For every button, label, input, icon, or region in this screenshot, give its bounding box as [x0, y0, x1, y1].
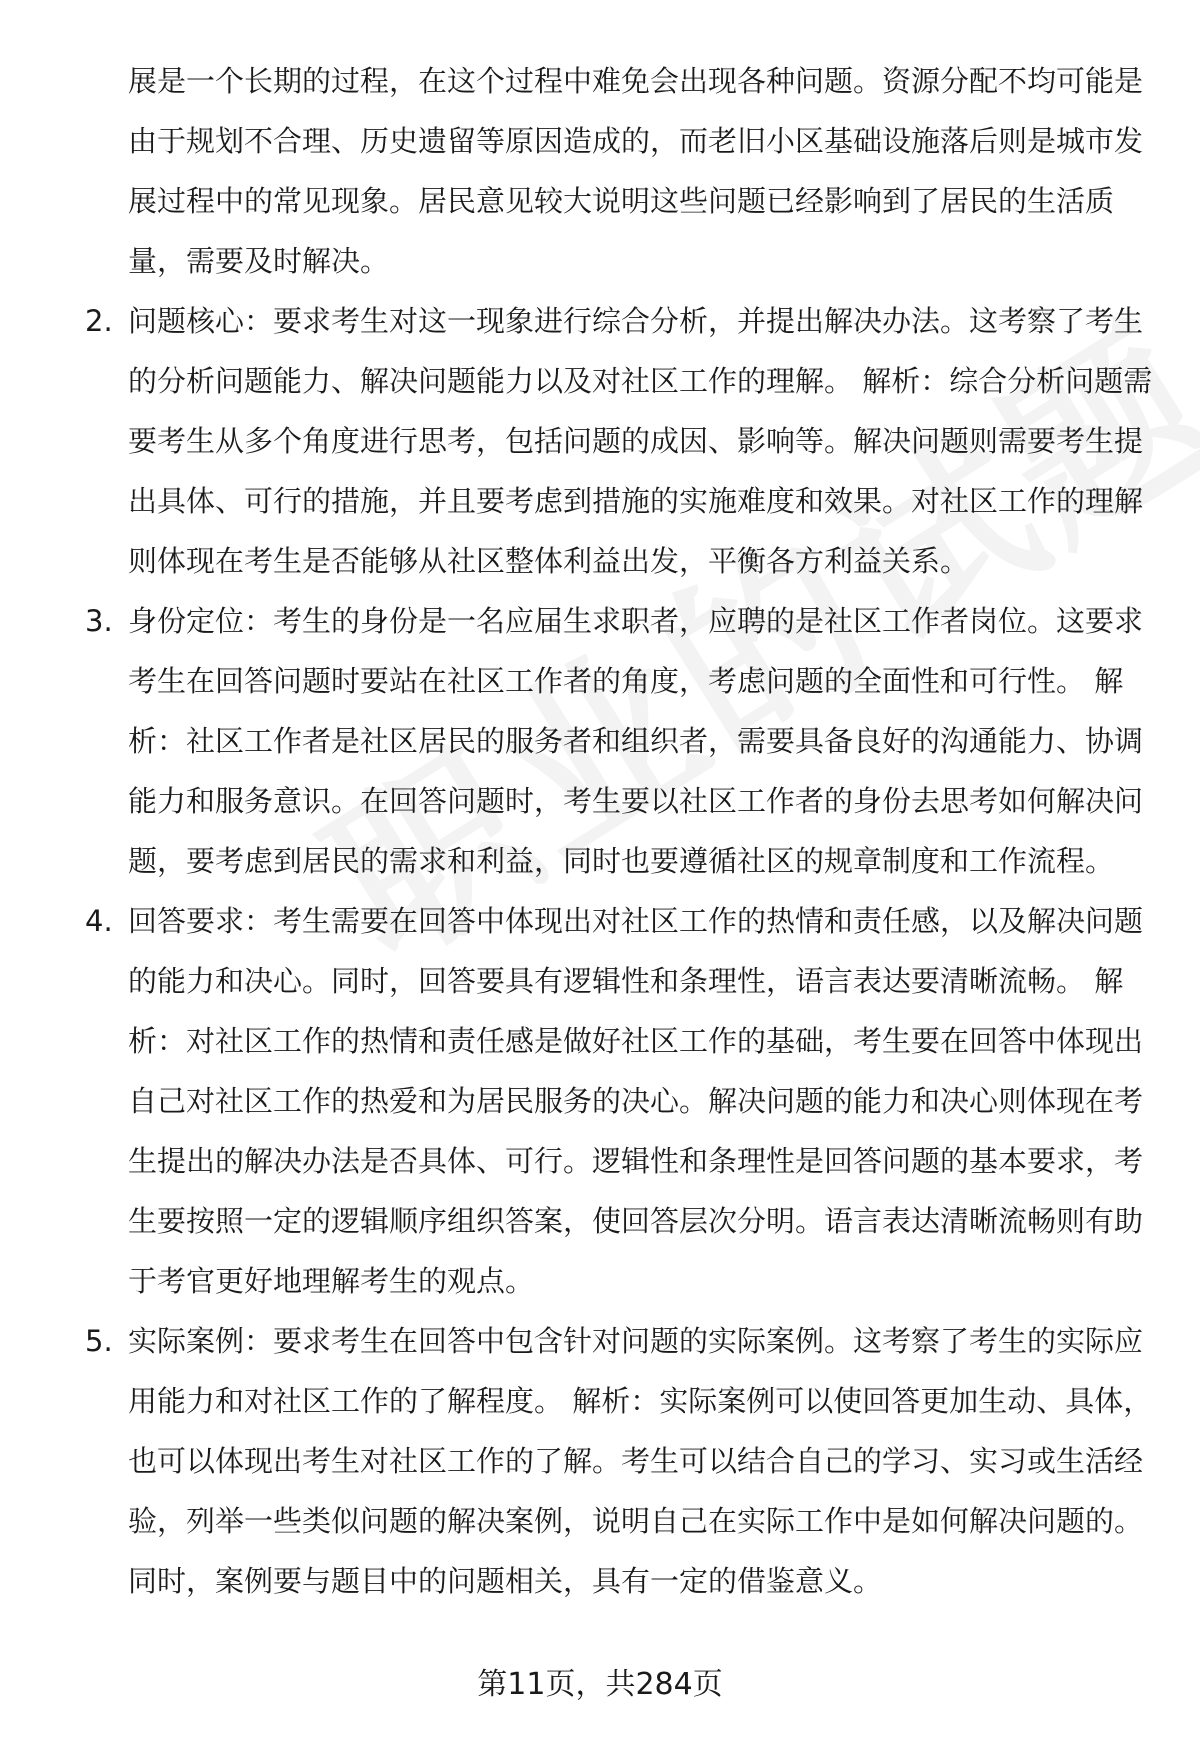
- list-item-text: 身份定位：考生的身份是一名应届生求职者，应聘的是社区工作者岗位。这要求考生在回答问题时要站在社区工作者的角度，考虑问题的全面性和可行性。 解析：社区工作者是社区居民的服务者和组织者，需要具备良好的沟通能力、协调能力和服务意识。在回答问题时，考生要以社区工作者的身份去思考如何解决问题，要考虑到居民的需求和利益，同时也要遵循社区的规章制度和工作流程。: [128, 604, 1144, 878]
- list-item-number: 5.: [85, 1324, 113, 1358]
- page-footer: 第11页，共284页: [477, 1667, 723, 1702]
- list-item-number: 2.: [85, 304, 113, 338]
- list-item-5: [85, 1311, 1155, 1611]
- list-item-2: [85, 291, 1155, 591]
- document-body: [85, 51, 1155, 1611]
- list-item-text: 回答要求：考生需要在回答中体现出对社区工作的热情和责任感，以及解决问题的能力和决心。同时，回答要具有逻辑性和条理性，语言表达要清晰流畅。 解析：对社区工作的热情和责任感是做好社区工作的基础，考生要在回答中体现出自己对社区工作的热爱和为居民服务的决心。解决问题的能力和决心则体现在考生提出的解决办法是否具体、可行。逻辑性和条理性是回答问题的基本要求，考生要按照一定的逻辑顺序组织答案，使回答层次分明。语言表达清晰流畅则有助于考官更好地理解考生的观点。: [128, 904, 1144, 1298]
- list-item-number: 3.: [85, 604, 113, 638]
- list-item-text: 实际案例：要求考生在回答中包含针对问题的实际案例。这考察了考生的实际应用能力和对社区工作的了解程度。 解析：实际案例可以使回答更加生动、具体，也可以体现出考生对社区工作的了解。考生可以结合自己的学习、实习或生活经验，列举一些类似问题的解决案例，说明自己在实际工作中是如何解决问题的。同时，案例要与题目中的问题相关，具有一定的借鉴意义。: [128, 1324, 1153, 1598]
- list-item-3: [85, 591, 1155, 891]
- list-item-text: 问题核心：要求考生对这一现象进行综合分析，并提出解决办法。这考察了考生的分析问题能力、解决问题能力以及对社区工作的理解。 解析：综合分析问题需要考生从多个角度进行思考，包括问题的成因、影响等。解决问题则需要考生提出具体、可行的措施，并且要考虑到措施的实施难度和效果。对社区工作的理解则体现在考生是否能够从社区整体利益出发，平衡各方利益关系。: [128, 304, 1153, 578]
- list-item-number: 4.: [85, 904, 113, 938]
- list-item-4: [85, 891, 1155, 1311]
- intro-continuation-paragraph: 展是一个长期的过程，在这个过程中难免会出现各种问题。资源分配不均可能是由于规划不合理、历史遗留等原因造成的，而老旧小区基础设施落后则是城市发展过程中的常见现象。居民意见较大说明这些问题已经影响到了居民的生活质量，需要及时解决。: [128, 64, 1144, 278]
